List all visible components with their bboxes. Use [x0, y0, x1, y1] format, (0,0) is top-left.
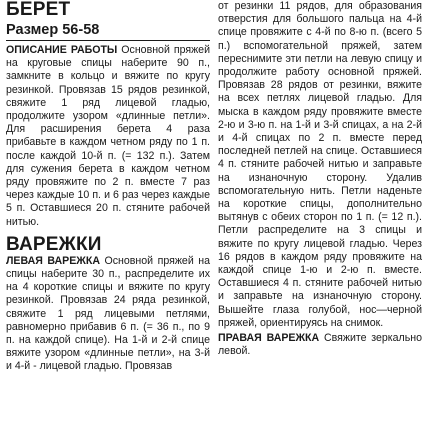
beret-text: Основной пряжей на круговые спицы наберите 90 п., замкните в кольцо и вяжите по кругу резинкой. Провязав 15 рядов резинкой, свяжите 1 ряд лицевой гладью, продолжите узором «длинные петли». Для расширения берета 4 раза прибавьте в каждом четном ряду по 1 п. после каждой 10-й п. (= 132 п.). Затем для сужения берета в каждом четном ряду провяжите по 2 п. вместе 7 раз через каждые 10 п. и 6 раз через каждые 5 п. Оставшиеся 20 п. стяните рабочей нитью.: [6, 44, 210, 228]
beret-instructions: [6, 44, 210, 229]
beret-size: Размер 56-58: [6, 22, 210, 41]
beret-title: БЕРЕТ: [6, 0, 71, 20]
right-mitten-lead: ПРАВАЯ ВАРЕЖКА: [218, 332, 320, 345]
mittens-title: ВАРЕЖКИ: [6, 233, 102, 255]
right-mitten-instructions: [218, 332, 422, 358]
left-column: [6, 0, 210, 374]
right-mitten-text: Свяжите зеркально левой.: [218, 332, 422, 358]
beret-lead: ОПИСАНИЕ РАБОТЫ: [6, 44, 118, 56]
left-mitten-lead: ЛЕВАЯ ВАРЕЖКА: [6, 254, 100, 267]
left-mitten-instructions-start: [6, 255, 210, 374]
left-mitten-instructions-continued: от резинки 11 рядов, для образования отверстия для большого пальца на 4-й спице провяжите с 4-й по 8-ю п. (всего 5 п.) вспомогательной пряжей, затем переснимите эти петли на левую спицу и продолжите работу основной пряжей. Провязав 28 рядов от резинки, вяжите на всех петлях лицевой гладью. Для мыска в каждом ряду провяжите вместе 2-ю и 3-ю п. на 1-й и 3-й спицах, а на 2-й и 4-й спицах по 2 п. вместе перед последней петлей на спице. Оставшиеся 4 п. стяните рабочей нитью и заправьте на изнаночную сторону. Удалив вспомогательную нить. Петли наденьте на короткие спицы, дополнительно вытянув с обеих сторон по 1 п. (= 12 п.). Петли распределите на 3 спицы и вяжите по кругу лицевой гладью. Через 16 рядов в каждом ряду провяжите на каждой спице 1-ю и 2-ю п. вместе. Оставшиеся 4 п. стяните рабочей нитью и заправьте на изнаночную сторону. Вышейте глаза голубой, нос—черной пряжей, ориентируясь на снимок.: [218, 0, 422, 329]
right-column: [218, 0, 422, 358]
left-mitten-text-a: Основной пряжей на спицы наберите 30 п., распределите их на 4 короткие спицы и вяжите по кругу резинкой. Провязав 24 ряда резинкой, свяжите 1 ряд лицевыми петлями, равномерно прибавив 6 п. (= 36 п., по 9 п. на каждой спице). На 1-й и 2-й спице вяжите узором «длинные петли», на 3-й и 4-й - лицевой гладью. Провязав: [6, 254, 210, 373]
